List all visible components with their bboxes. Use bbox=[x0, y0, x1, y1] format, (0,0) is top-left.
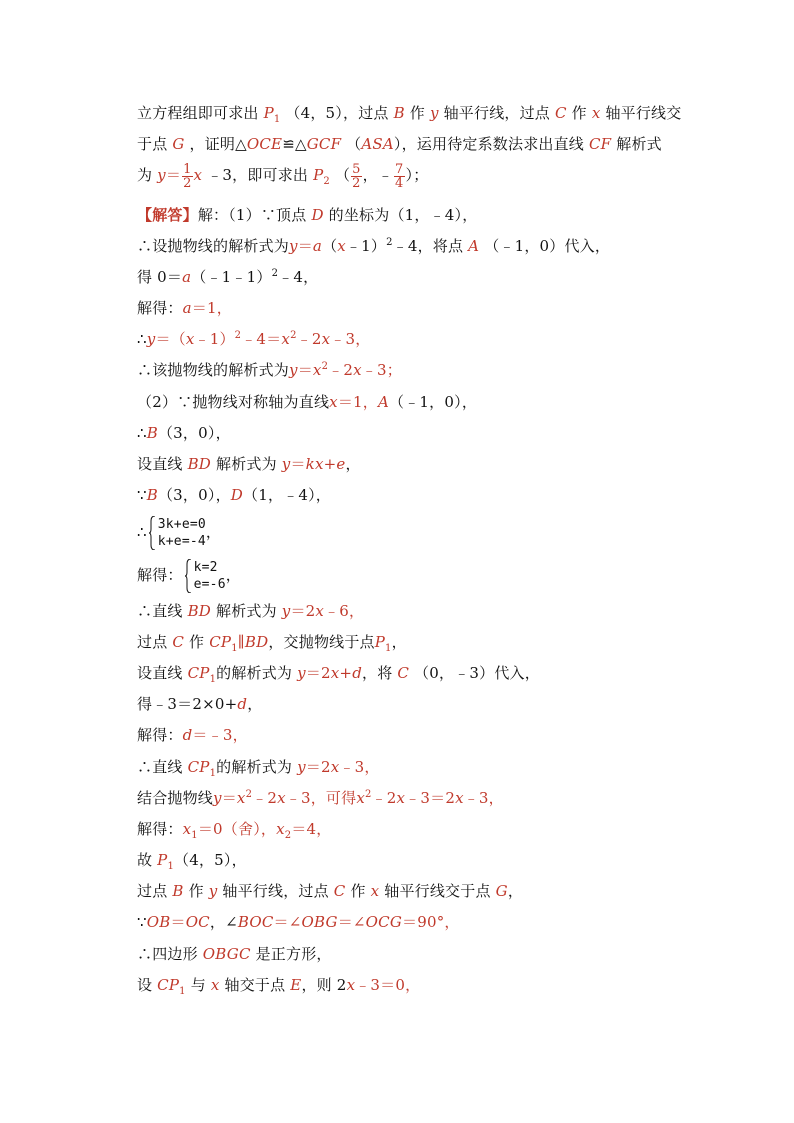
text: 轴平行线，过点 bbox=[222, 882, 329, 900]
text: ﹣3， bbox=[330, 330, 371, 348]
subscript: 1 bbox=[209, 674, 217, 685]
text: ﹣2 bbox=[296, 330, 322, 348]
var-x: x bbox=[356, 789, 365, 807]
text: ）； bbox=[405, 166, 429, 184]
line-cf: CF bbox=[588, 135, 612, 153]
subscript: 1 bbox=[231, 643, 238, 654]
var-x: x bbox=[312, 361, 322, 379]
var-x: x bbox=[330, 664, 340, 682]
equals: ＝ bbox=[170, 913, 186, 931]
line-cp: CP bbox=[187, 758, 210, 776]
text: 的解析式为 bbox=[216, 664, 293, 682]
line-23 bbox=[137, 819, 331, 839]
line-24 bbox=[137, 850, 247, 870]
var-y: y bbox=[281, 455, 291, 473]
text: 为 bbox=[137, 166, 153, 184]
text: 作 bbox=[350, 882, 366, 900]
line-10 bbox=[137, 392, 477, 412]
text: ﹣3，即可求出 bbox=[207, 166, 309, 184]
text: 过点 bbox=[137, 633, 168, 651]
text: ＝∠ bbox=[337, 913, 366, 931]
solution-system bbox=[185, 559, 226, 593]
text: 解析式为 bbox=[216, 602, 277, 620]
text: 轴平行线交于点 bbox=[384, 882, 491, 900]
var-p: P bbox=[157, 851, 168, 869]
var-x: x bbox=[276, 820, 285, 838]
var-x: x bbox=[185, 330, 195, 348]
line-12 bbox=[137, 454, 361, 474]
denominator: 2 bbox=[352, 175, 361, 191]
text: ∴设抛物线的解析式为 bbox=[137, 237, 290, 255]
parallel-symbol: ∥ bbox=[237, 633, 245, 651]
answer-tag: 【解答】 bbox=[137, 206, 198, 224]
var-p: P bbox=[263, 104, 274, 122]
line-28 bbox=[137, 975, 420, 995]
text: ∵ bbox=[137, 486, 147, 504]
text: 与 bbox=[190, 976, 206, 994]
text: （4，5），过点 bbox=[285, 104, 389, 122]
text: ﹣4，将点 bbox=[392, 237, 464, 255]
line-20 bbox=[137, 725, 248, 745]
text: ＝（ bbox=[155, 330, 186, 348]
superscript: 2 bbox=[364, 789, 372, 800]
text: ，交抛物线于点 bbox=[268, 633, 375, 651]
equals: ＝ bbox=[297, 237, 313, 255]
fraction-7-4 bbox=[394, 163, 404, 190]
numerator: 5 bbox=[352, 161, 361, 177]
text: ＝2 bbox=[290, 602, 316, 620]
text: 得 0＝ bbox=[137, 268, 183, 286]
var-x: x bbox=[455, 789, 464, 807]
text: 作 bbox=[188, 882, 204, 900]
congruent-symbol: ≌△ bbox=[282, 135, 307, 153]
var-c: C bbox=[397, 664, 410, 682]
subscript: 1 bbox=[167, 861, 175, 872]
line-7 bbox=[137, 298, 232, 318]
text: 解得： bbox=[137, 566, 183, 584]
line-13 bbox=[137, 485, 331, 505]
var-d: d bbox=[182, 726, 193, 744]
text: ， bbox=[247, 695, 263, 713]
text: ∴ bbox=[137, 523, 147, 541]
text: （﹣1，0）代入， bbox=[484, 237, 611, 255]
text: 作 bbox=[189, 633, 205, 651]
var-x: x bbox=[236, 789, 246, 807]
subscript: 2 bbox=[284, 830, 292, 841]
var-x: x bbox=[193, 166, 203, 184]
var-a-point: A bbox=[377, 393, 390, 411]
line-11 bbox=[137, 423, 231, 443]
text: 解析式为 bbox=[216, 455, 277, 473]
var-d: D bbox=[311, 206, 324, 224]
text: ＝∠ bbox=[273, 913, 302, 931]
var-x: x bbox=[337, 237, 346, 255]
text: ∴ bbox=[137, 424, 147, 442]
text: 解得： bbox=[137, 299, 183, 317]
line-14 bbox=[137, 512, 221, 552]
text: ∴直线 bbox=[137, 602, 183, 620]
var-y: y bbox=[297, 664, 306, 682]
text: 轴平行线，过点 bbox=[443, 104, 551, 122]
subscript: 1 bbox=[209, 768, 217, 779]
var-d: d bbox=[237, 695, 248, 713]
var-p: P bbox=[313, 166, 324, 184]
triangle-oce: OCE bbox=[246, 135, 283, 153]
var-x: x bbox=[396, 789, 406, 807]
text: ﹣3， bbox=[463, 789, 504, 807]
var-x: x bbox=[321, 330, 331, 348]
text: 故 bbox=[137, 851, 153, 869]
equation-row: e=-6 bbox=[193, 577, 226, 592]
line-18 bbox=[137, 663, 540, 683]
var-y: y bbox=[281, 602, 291, 620]
text: 的坐标为（1，﹣4）， bbox=[328, 206, 478, 224]
text: 解：（1）∵顶点 bbox=[197, 206, 307, 224]
text: ∴直线 bbox=[137, 758, 183, 776]
var-c: C bbox=[333, 882, 346, 900]
text: 作 bbox=[409, 104, 425, 122]
text: 设直线 bbox=[137, 455, 183, 473]
text: ﹣6， bbox=[324, 602, 365, 620]
var-p: P bbox=[374, 633, 386, 651]
line-3 bbox=[137, 160, 428, 190]
line-15 bbox=[137, 555, 241, 595]
text: ，证明△ bbox=[189, 135, 247, 153]
brace-icon bbox=[185, 559, 191, 593]
text: 立方程组即可求出 bbox=[137, 104, 259, 122]
var-y: y bbox=[213, 789, 222, 807]
var-g: G bbox=[172, 135, 185, 153]
text: ， bbox=[345, 455, 361, 473]
text: （ bbox=[346, 135, 362, 153]
var-a-point: A bbox=[468, 237, 480, 255]
text: 轴平行线交 bbox=[605, 104, 682, 122]
equation-row: k+e=-4 bbox=[157, 534, 206, 549]
superscript: 2 bbox=[386, 237, 393, 248]
text: ，﹣ bbox=[362, 166, 394, 184]
line-5 bbox=[137, 236, 610, 256]
text: ﹣1） bbox=[194, 330, 235, 348]
var-y: y bbox=[289, 237, 298, 255]
var-e: E bbox=[290, 976, 302, 994]
line-4 bbox=[137, 205, 477, 225]
line-cp: CP bbox=[157, 976, 180, 994]
text: ＝﹣3， bbox=[192, 726, 248, 744]
superscript: 2 bbox=[245, 789, 253, 800]
var-g: G bbox=[495, 882, 508, 900]
text: ﹣3，可得 bbox=[285, 789, 357, 807]
text: ﹣3； bbox=[361, 361, 402, 379]
angle-obg: OBG bbox=[301, 913, 338, 931]
text: 设直线 bbox=[137, 664, 183, 682]
var-x: x bbox=[370, 882, 380, 900]
text: 过点 bbox=[137, 882, 168, 900]
text: ＝2 bbox=[305, 664, 331, 682]
line-9 bbox=[137, 360, 402, 380]
equation-row: k=2 bbox=[193, 560, 218, 575]
equation-row: 3k+e=0 bbox=[157, 517, 206, 532]
text: ﹣2 bbox=[328, 361, 354, 379]
segment-ob: OB bbox=[146, 913, 171, 931]
text: ∴四边形 bbox=[137, 945, 198, 963]
numerator: 7 bbox=[395, 161, 404, 177]
text: （3，0）， bbox=[157, 424, 231, 442]
text: 结合抛物线 bbox=[137, 789, 214, 807]
equals: ＝ bbox=[221, 789, 237, 807]
var-a: a bbox=[312, 237, 323, 255]
text: 解得： bbox=[137, 726, 183, 744]
line-6 bbox=[137, 267, 318, 287]
var-b: B bbox=[172, 882, 184, 900]
text: 的解析式为 bbox=[216, 758, 293, 776]
superscript: 2 bbox=[321, 361, 329, 372]
superscript: 2 bbox=[271, 268, 279, 279]
equals: ＝ bbox=[165, 166, 182, 184]
var-x: x bbox=[281, 330, 291, 348]
asa: ASA bbox=[361, 135, 394, 153]
superscript: 2 bbox=[290, 330, 297, 341]
line-27 bbox=[137, 944, 332, 964]
angle-ocg: OCG bbox=[365, 913, 403, 931]
text: ∵ bbox=[137, 913, 147, 931]
text: ），运用待定系数法求出直线 bbox=[393, 135, 585, 153]
var-y: y bbox=[208, 882, 218, 900]
line-bd: BD bbox=[187, 455, 212, 473]
var-c: C bbox=[172, 633, 185, 651]
plus: + bbox=[339, 664, 353, 682]
text: （1，﹣4）， bbox=[243, 486, 332, 504]
var-y: y bbox=[146, 330, 156, 348]
plus: + bbox=[323, 455, 337, 473]
text: ， bbox=[507, 882, 524, 900]
text: ＝4， bbox=[291, 820, 332, 838]
line-2 bbox=[137, 134, 662, 154]
text: ＝1， bbox=[191, 299, 232, 317]
text: 解析式 bbox=[616, 135, 662, 153]
text: ∴ bbox=[137, 330, 147, 348]
line-22 bbox=[137, 788, 504, 808]
line-1 bbox=[137, 103, 681, 123]
var-b: B bbox=[146, 486, 158, 504]
var-x: x bbox=[591, 104, 601, 122]
text: 得﹣3＝2×0+ bbox=[137, 695, 238, 713]
quad-obgc: OBGC bbox=[202, 945, 251, 963]
text: （ bbox=[334, 166, 351, 184]
text: （﹣1，0）， bbox=[389, 393, 478, 411]
equals: ＝ bbox=[297, 361, 313, 379]
var-y: y bbox=[429, 104, 439, 122]
var-y: y bbox=[157, 166, 166, 184]
var-b: B bbox=[146, 424, 158, 442]
denominator: 4 bbox=[395, 175, 404, 191]
text: ， bbox=[225, 566, 241, 584]
subscript: 1 bbox=[191, 830, 198, 841]
text: （﹣1﹣1） bbox=[191, 268, 272, 286]
var-d: d bbox=[352, 664, 363, 682]
equals: ＝ bbox=[290, 455, 306, 473]
text: ＝2 bbox=[305, 758, 331, 776]
text: ﹣3＝2 bbox=[405, 789, 456, 807]
text: ﹣3， bbox=[339, 758, 380, 776]
line-19 bbox=[137, 694, 262, 714]
var-x: x bbox=[182, 820, 192, 838]
text: 解得： bbox=[137, 820, 183, 838]
text: ﹣1） bbox=[345, 237, 387, 255]
text: （ bbox=[322, 237, 338, 255]
text: ＝0（舍）， bbox=[197, 820, 277, 838]
var-kx: kx bbox=[305, 455, 324, 473]
line-25 bbox=[137, 881, 523, 901]
superscript: 2 bbox=[234, 330, 242, 341]
subscript: 1 bbox=[385, 643, 392, 654]
text: 作 bbox=[571, 104, 587, 122]
text: ﹣4＝ bbox=[241, 330, 282, 348]
text: ， bbox=[391, 633, 407, 651]
text: ＝90°， bbox=[402, 913, 460, 931]
line-16 bbox=[137, 601, 364, 621]
line-bd: BD bbox=[187, 602, 212, 620]
var-x: x bbox=[330, 758, 340, 776]
text: ，则 2 bbox=[301, 976, 347, 994]
text: 于点 bbox=[137, 135, 168, 153]
line-8 bbox=[137, 329, 370, 349]
var-e: e bbox=[336, 455, 346, 473]
text: ﹣4， bbox=[278, 268, 319, 286]
line-cp: CP bbox=[209, 633, 232, 651]
text: ∴该抛物线的解析式为 bbox=[137, 361, 290, 379]
var-x: x bbox=[329, 393, 338, 411]
fraction-5-2 bbox=[351, 163, 361, 190]
var-c: C bbox=[554, 104, 567, 122]
line-26 bbox=[137, 912, 460, 932]
text: ，将 bbox=[362, 664, 393, 682]
var-x: x bbox=[210, 976, 220, 994]
var-a: a bbox=[182, 268, 192, 286]
text: ， bbox=[205, 523, 222, 541]
denominator: 2 bbox=[183, 175, 192, 191]
text: （0，﹣3）代入， bbox=[414, 664, 540, 682]
text: ﹣2 bbox=[371, 789, 397, 807]
var-x: x bbox=[315, 602, 325, 620]
subscript: 1 bbox=[273, 114, 281, 125]
text: ＝1， bbox=[337, 393, 378, 411]
var-a: a bbox=[182, 299, 192, 317]
triangle-gcf: GCF bbox=[306, 135, 342, 153]
line-21 bbox=[137, 757, 380, 777]
text: ﹣2 bbox=[252, 789, 278, 807]
fraction-half bbox=[182, 163, 192, 190]
text: （2）∵抛物线对称轴为直线 bbox=[137, 393, 330, 411]
var-b: B bbox=[393, 104, 405, 122]
text: 轴交于点 bbox=[224, 976, 286, 994]
line-cp: CP bbox=[187, 664, 210, 682]
var-x: x bbox=[277, 789, 286, 807]
line-bd: BD bbox=[244, 633, 269, 651]
text: ﹣3＝0， bbox=[355, 976, 421, 994]
text: 是正方形， bbox=[255, 945, 332, 963]
brace-icon bbox=[149, 516, 155, 550]
numerator: 1 bbox=[183, 161, 192, 177]
var-x: x bbox=[346, 976, 356, 994]
text: （4，5）， bbox=[174, 851, 247, 869]
line-17 bbox=[137, 632, 407, 652]
text: ，∠ bbox=[209, 913, 238, 931]
var-y: y bbox=[297, 758, 306, 776]
segment-oc: OC bbox=[185, 913, 210, 931]
subscript: 2 bbox=[323, 176, 330, 187]
var-y: y bbox=[289, 361, 298, 379]
equation-system bbox=[149, 516, 206, 550]
var-x: x bbox=[353, 361, 362, 379]
subscript: 1 bbox=[179, 986, 186, 997]
text: （3，0）， bbox=[157, 486, 231, 504]
text: 设 bbox=[137, 976, 153, 994]
angle-boc: BOC bbox=[237, 913, 274, 931]
var-d: D bbox=[230, 486, 244, 504]
